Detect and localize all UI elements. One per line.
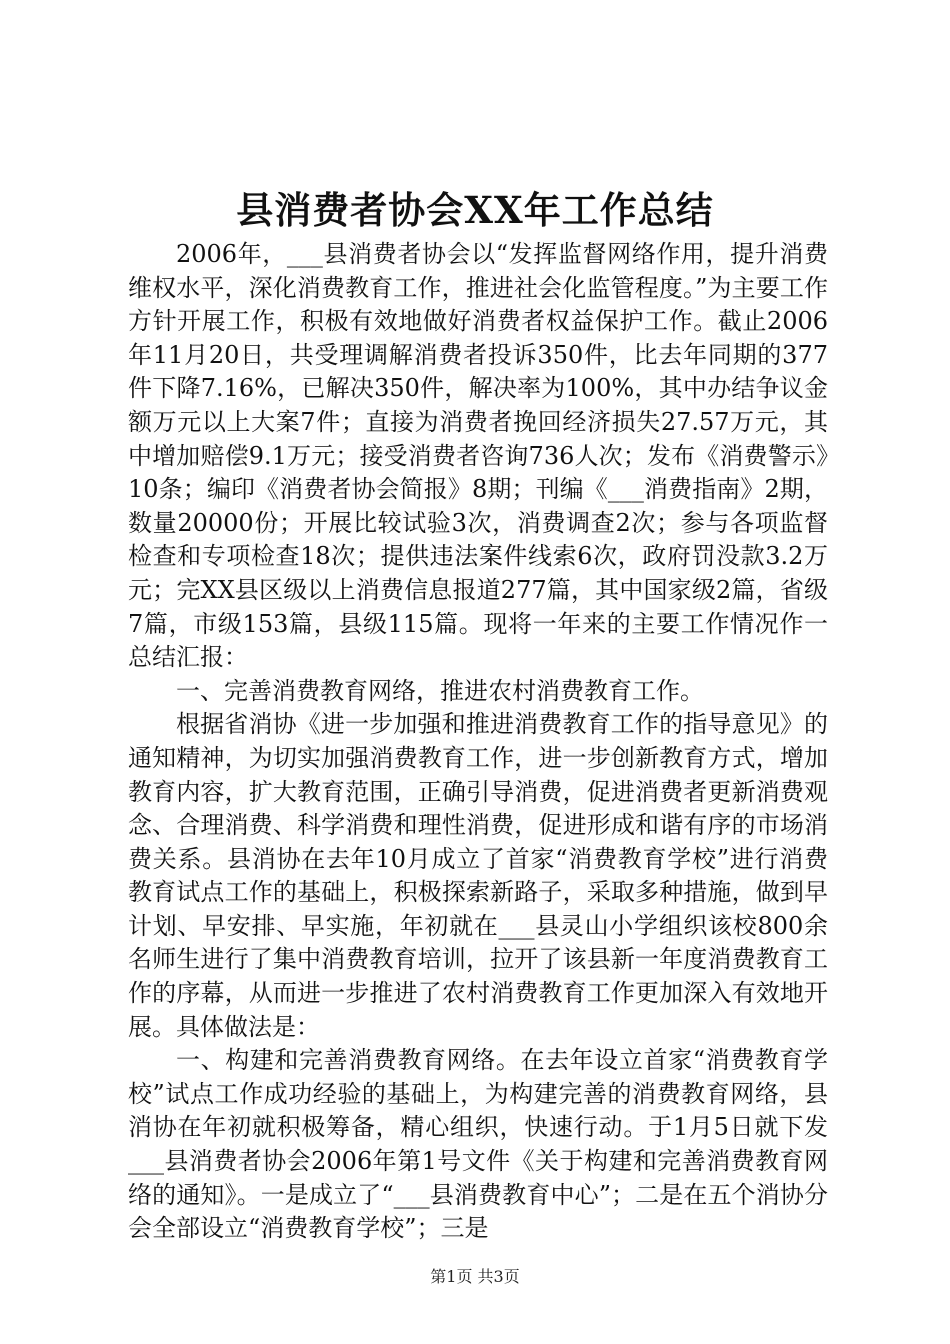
- intro-paragraph: 2006年，___县消费者协会以“发挥监督网络作用，提升消费维权水平，深化消费教育工作，推进社会化监管程度。”为主要工作方针开展工作，积极有效地做好消费者权益保护工作。截止2006年11月20日，共受理调解消费者投诉350件，比去年同期的377件下降7.16%，已解决350件，解决率为100%，其中办结争议金额万元以上大案7件；直接为消费者挽回经济损失27.57万元，其中增加赔偿9.1万元；接受消费者咨询736人次；发布《消费警示》10条；编印《消费者协会简报》8期；刊编《___消费指南》2期，数量20000份；开展比较试验3次，消费调查2次；参与各项监督检查和专项检查18次；提供违法案件线索6次，政府罚没款3.2万元；完XX县区级以上消费信息报道277篇，其中国家级2篇，省级7篇，市级153篇，县级115篇。现将一年来的主要工作情况作一总结汇报：: [128, 240, 828, 672]
- body-paragraph: 一、构建和完善消费教育网络。在去年设立首家“消费教育学校”试点工作成功经验的基础上，为构建完善的消费教育网络，县消协在年初就积极筹备，精心组织，快速行动。于1月5日就下发___县消费者协会2006年第1号文件《关于构建和完善消费教育网络的通知》。一是成立了“___县消费教育中心”；二是在五个消协分会全部设立“消费教育学校”；三是: [128, 1046, 828, 1243]
- body-paragraph: 根据省消协《进一步加强和推进消费教育工作的指导意见》的通知精神，为切实加强消费教育工作，进一步创新教育方式，增加教育内容，扩大教育范围，正确引导消费，促进消费者更新消费观念、合理消费、科学消费和理性消费，促进形成和谐有序的市场消费关系。县消协在去年10月成立了首家“消费教育学校”进行消费教育试点工作的基础上，积极探索新路子，采取多种措施，做到早计划、早安排、早实施，年初就在___县灵山小学组织该校800余名师生进行了集中消费教育培训，拉开了该县新一年度消费教育工作的序幕，从而进一步推进了农村消费教育工作更加深入有效地开展。具体做法是：: [128, 710, 828, 1041]
- section-heading: 一、完善消费教育网络，推进农村消费教育工作。: [176, 676, 704, 705]
- page-number: 第1页 共3页: [430, 1267, 520, 1286]
- document-body: [128, 238, 828, 1246]
- page-title: 县消费者协会XX年工作总结: [236, 188, 714, 232]
